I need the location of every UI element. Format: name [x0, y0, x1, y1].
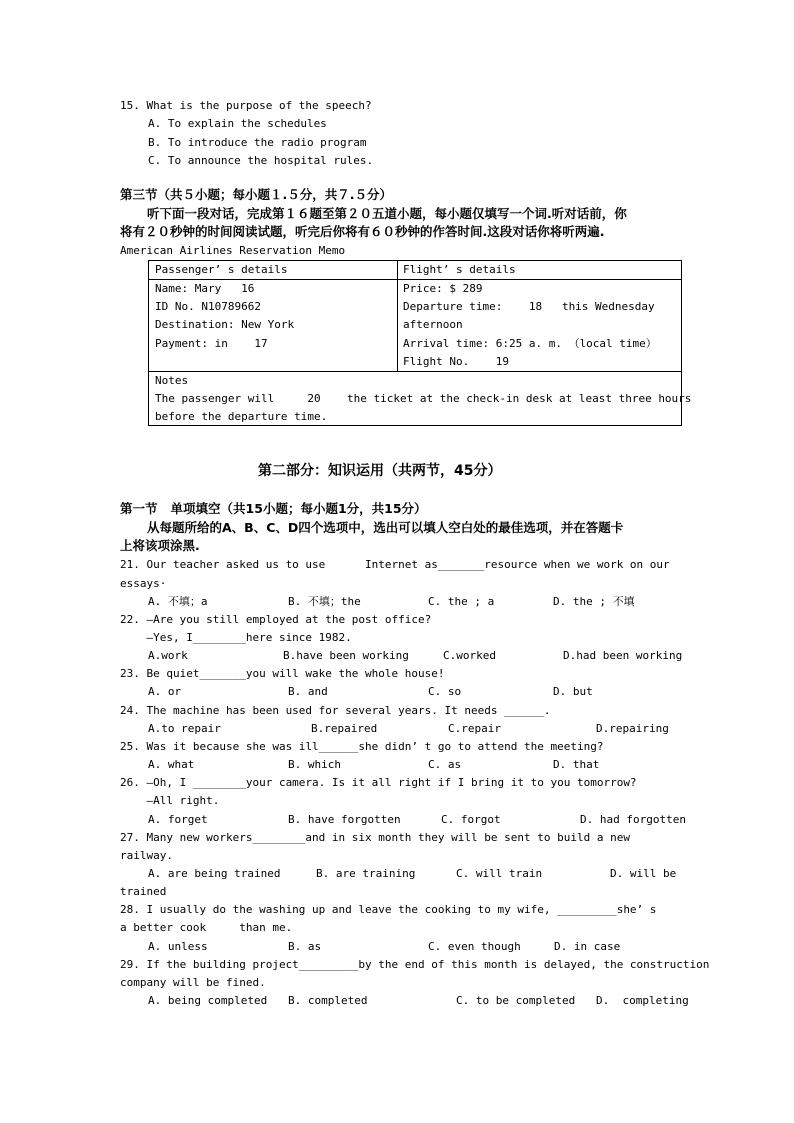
question-21-stem-continued: essays·	[120, 577, 167, 590]
question-22-option-c: C.worked	[443, 649, 496, 662]
question-26-option-d: D. had forgotten	[580, 813, 686, 826]
part-2-section-1-title: 第一节 单项填空（共15小题；每小题1分，共15分）	[120, 501, 427, 516]
passenger-payment-row: Payment: in 17	[155, 337, 268, 350]
flight-details-header: Flight’ s details	[403, 263, 516, 276]
question-24-option-c: C.repair	[448, 722, 501, 735]
question-22-option-d: D.had been working	[563, 649, 683, 662]
question-22-stem: 22. —Are you still employed at the post office?	[120, 613, 432, 626]
question-26-stem-continued: —All right.	[120, 794, 220, 807]
part-2-title: 第二部分：知识运用（共两节，45分）	[258, 463, 502, 479]
question-23-option-d: D. but	[553, 685, 593, 698]
notes-label: Notes	[155, 374, 189, 387]
question-29-stem: 29. If the building project_________by the end of this month is delayed, the construction	[120, 958, 710, 971]
question-26-stem: 26. —Oh, I ________your camera. Is it all right if I bring it to you tomorrow?	[120, 776, 637, 789]
question-29-stem-continued: company will be fined.	[120, 976, 266, 989]
question-23-stem: 23. Be quiet_______you will wake the whole house!	[120, 667, 445, 680]
question-21-option-a: A. 不填；a	[148, 595, 208, 608]
question-27-option-d-continued: trained	[120, 885, 167, 898]
section-3-instruction-line-2: 将有２０秒钟的时间阅读试题，听完后你将有６０秒钟的作答时间.这段对话你将听两遍.	[120, 224, 605, 239]
question-27-stem: 27. Many new workers________and in six month they will be sent to build a new	[120, 831, 630, 844]
flight-departure-row: Departure time: 18 this Wednesday	[403, 300, 655, 313]
question-23-option-c: C. so	[428, 685, 462, 698]
question-24-option-d: D.repairing	[596, 722, 669, 735]
question-28-stem: 28. I usually do the washing up and leave the cooking to my wife, _________she’ s	[120, 903, 657, 916]
question-24-option-a: A.to repair	[148, 722, 221, 735]
question-25-stem: 25. Was it because she was ill______she didn’ t go to attend the meeting?	[120, 740, 604, 753]
memo-title: American Airlines Reservation Memo	[120, 244, 346, 257]
question-22-option-a: A.work	[148, 649, 188, 662]
section-3-instruction-line-1: 听下面一段对话，完成第１６题至第２０五道小题，每小题仅填写一个词.听对话前，你	[147, 206, 627, 221]
passenger-name-row: Name: Mary 16	[155, 282, 255, 295]
question-25-option-c: C. as	[428, 758, 462, 771]
question-26-option-b: B. have forgotten	[288, 813, 401, 826]
question-28-option-a: A. unless	[148, 940, 208, 953]
question-24-option-b: B.repaired	[311, 722, 378, 735]
question-23-option-a: A. or	[148, 685, 182, 698]
flight-departure-continued-row: afternoon	[403, 318, 463, 331]
notes-line-1: The passenger will 20 the ticket at the check-in desk at least three hours	[155, 392, 692, 405]
question-24-stem: 24. The machine has been used for several years. It needs ______.	[120, 704, 551, 717]
question-25-option-b: B. which	[288, 758, 341, 771]
question-29-option-d: D. completing	[596, 994, 689, 1007]
question-21-stem: 21. Our teacher asked us to use Internet as_______resource when we work on our	[120, 558, 670, 571]
question-29-option-b: B. completed	[288, 994, 368, 1007]
table-notes-divider	[149, 371, 681, 372]
flight-number-row: Flight No. 19	[403, 355, 509, 368]
question-22-stem-continued: —Yes, I________here since 1982.	[120, 631, 352, 644]
question-22-option-b: B.have been working	[283, 649, 409, 662]
question-27-option-c: C. will train	[456, 867, 543, 880]
question-15-option-c: C. To announce the hospital rules.	[148, 154, 374, 167]
part-2-instruction-line-1: 从每题所给的A、B、C、D四个选项中，选出可以填人空白处的最佳选项，并在答题卡	[147, 520, 624, 535]
notes-line-2: before the departure time.	[155, 410, 328, 423]
table-column-divider	[397, 261, 398, 371]
question-27-stem-continued: railway.	[120, 849, 173, 862]
question-29-option-a: A. being completed	[148, 994, 268, 1007]
flight-arrival-row: Arrival time: 6:25 a. m. （local time）	[403, 337, 657, 350]
question-28-stem-continued: a better cook than me.	[120, 921, 293, 934]
question-27-option-a: A. are being trained	[148, 867, 281, 880]
passenger-id-row: ID No. N10789662	[155, 300, 261, 313]
question-21-option-b: B. 不填；the	[288, 595, 361, 608]
question-27-option-b: B. are training	[316, 867, 416, 880]
question-28-option-d: D. in case	[554, 940, 621, 953]
passenger-details-header: Passenger’ s details	[155, 263, 288, 276]
question-29-option-c: C. to be completed	[456, 994, 576, 1007]
question-25-option-d: D. that	[553, 758, 600, 771]
question-25-option-a: A. what	[148, 758, 195, 771]
question-21-option-c: C. the ; a	[428, 595, 495, 608]
question-15-option-b: B. To introduce the radio program	[148, 136, 367, 149]
flight-price-row: Price: $ 289	[403, 282, 483, 295]
section-3-title: 第三节（共５小题；每小题１.５分，共７.５分）	[120, 187, 392, 202]
question-21-option-d: D. the ; 不填	[553, 595, 635, 608]
question-28-option-c: C. even though	[428, 940, 521, 953]
passenger-destination-row: Destination: New York	[155, 318, 295, 331]
question-15-option-a: A. To explain the schedules	[148, 117, 327, 130]
reservation-memo-table	[148, 260, 692, 426]
question-27-option-d: D. will be	[610, 867, 677, 880]
question-26-option-a: A. forget	[148, 813, 208, 826]
question-23-option-b: B. and	[288, 685, 328, 698]
question-26-option-c: C. forgot	[441, 813, 501, 826]
question-15-stem: 15. What is the purpose of the speech?	[120, 99, 372, 112]
part-2-instruction-line-2: 上将该项涂黑.	[120, 538, 200, 553]
question-28-option-b: B. as	[288, 940, 322, 953]
